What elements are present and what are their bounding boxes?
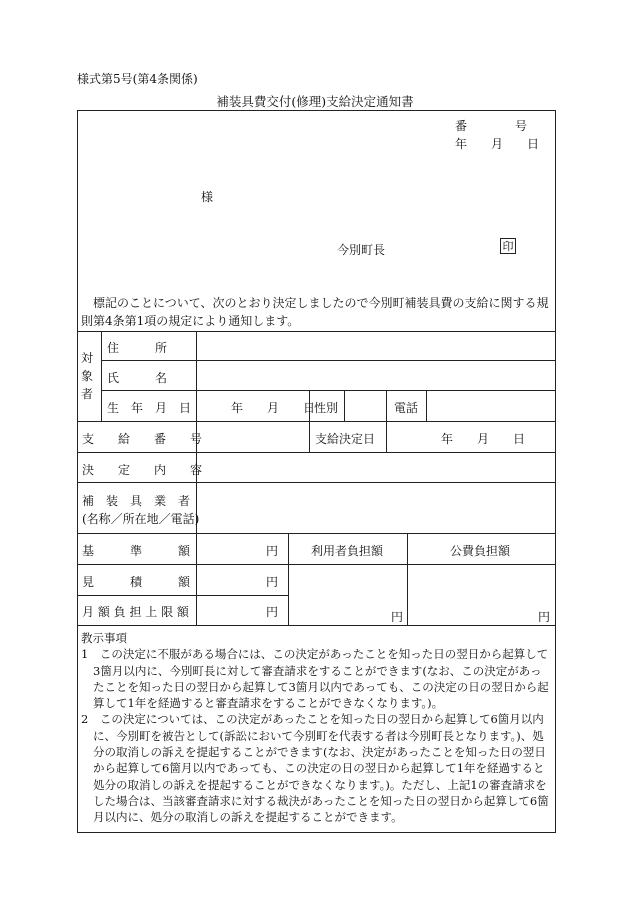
document-date: 年 月 日 (455, 137, 540, 151)
appeal-notice (81, 630, 553, 826)
vendor-sublabel: (名称／所在地／電話) (82, 512, 200, 526)
public-burden-yen: 円 (538, 610, 551, 624)
rule-name-bottom (101, 390, 556, 391)
phone-label: 電話 (394, 401, 419, 415)
rule-decision-date-left (309, 421, 310, 452)
rule-subject-group (101, 331, 102, 421)
vendor-label: 補 装 具 業 者 (82, 494, 191, 508)
public-burden-label: 公費負担額 (450, 544, 511, 558)
user-burden-label: 利用者負担額 (311, 544, 384, 558)
monthly-cap-yen: 円 (266, 605, 279, 619)
rule-estimate-bottom (77, 595, 288, 596)
rule-subject-bottom (77, 421, 556, 422)
decision-date-label: 支給決定日 (315, 432, 376, 446)
rule-amounts-bottom (77, 625, 556, 626)
rule-vendor-bottom (77, 533, 556, 534)
standard-amount-label: 基 準 額 (82, 544, 191, 558)
decision-content-label: 決 定 内 容 (82, 463, 203, 477)
subject-label-2: 象 (80, 369, 93, 383)
address-label: 住 所 (107, 341, 168, 355)
birthdate-label: 生 年 月 日 (107, 401, 192, 415)
form-title: 補装具費交付(修理)支給決定通知書 (216, 94, 414, 109)
rule-sex-label-right (344, 390, 345, 421)
standard-amount-yen: 円 (266, 544, 279, 558)
decision-date-value: 年 月 日 (441, 432, 526, 446)
monthly-cap-label: 月 額 負 担 上 限 額 (82, 605, 189, 619)
notice-item-2: 2 この決定については、この決定があったことを知った日の翌日から起算して6箇月以内に、今別町を被告として(訴訟において今別町を代表する者は今別町長となります。)、処分の取消しの訴えを提起することができます(なお、決定があったことを知った日の翌日から起算して6箇月以内であっても、この決定の日の翌日から起算して1年を経過すると処分の取消しの訴えを提起することができなくなります。)。ただし、上記1の審査請求をした場合は、当該審査請求に対する裁決があったことを知った日の翌日から起算して6箇月以内に、処分の取消しの訴えを提起することができます。 (81, 712, 549, 825)
subject-label-1: 対 (80, 351, 93, 365)
rule-decision-date-right (386, 421, 387, 452)
rule-amount-col (288, 533, 289, 625)
user-burden-yen: 円 (391, 610, 404, 624)
notice-item-1: 1 この決定に不服がある場合には、この決定があったことを知った日の翌日から起算して3箇月以内に、今別町長に対して審査請求をすることができます(なお、この決定があったことを知った日の翌日から起算して3箇月以内であっても、この決定の日の翌日から起算して1年を経過すると審査請求をすることができなくなります。)。 (81, 647, 549, 711)
rule-decision-bottom (77, 482, 556, 483)
payment-number-label: 支 給 番 号 (82, 432, 203, 446)
rule-burden-split (407, 533, 408, 625)
notification-text: 標記のことについて、次のとおり決定しましたので今別町補装具費の支給に関する規則第4条第1項の規定により通知します。 (81, 296, 549, 328)
birthdate-value: 年 月 日 (231, 401, 316, 415)
rule-body-top (77, 331, 556, 332)
estimate-amount-yen: 円 (266, 575, 279, 589)
seal-mark: 印 (500, 238, 516, 254)
rule-phone-label-right (426, 390, 427, 421)
form-number-label: 様式第5号(第4条関係) (77, 72, 198, 86)
rule-payment-bottom (77, 452, 556, 453)
sex-label: 性別 (314, 401, 339, 415)
name-label: 氏 名 (107, 371, 168, 385)
estimate-amount-label: 見 積 額 (82, 575, 191, 589)
subject-label-3: 者 (80, 387, 93, 401)
notice-heading: 教示事項 (81, 631, 127, 645)
document-number: 番 号 (455, 119, 528, 133)
issuer-name: 今別町長 (337, 243, 386, 257)
rule-label-col (196, 331, 197, 625)
rule-phone-label-left (386, 390, 387, 421)
rule-address-bottom (101, 360, 556, 361)
recipient-suffix: 様 (201, 190, 214, 204)
rule-standard-bottom (77, 564, 556, 565)
